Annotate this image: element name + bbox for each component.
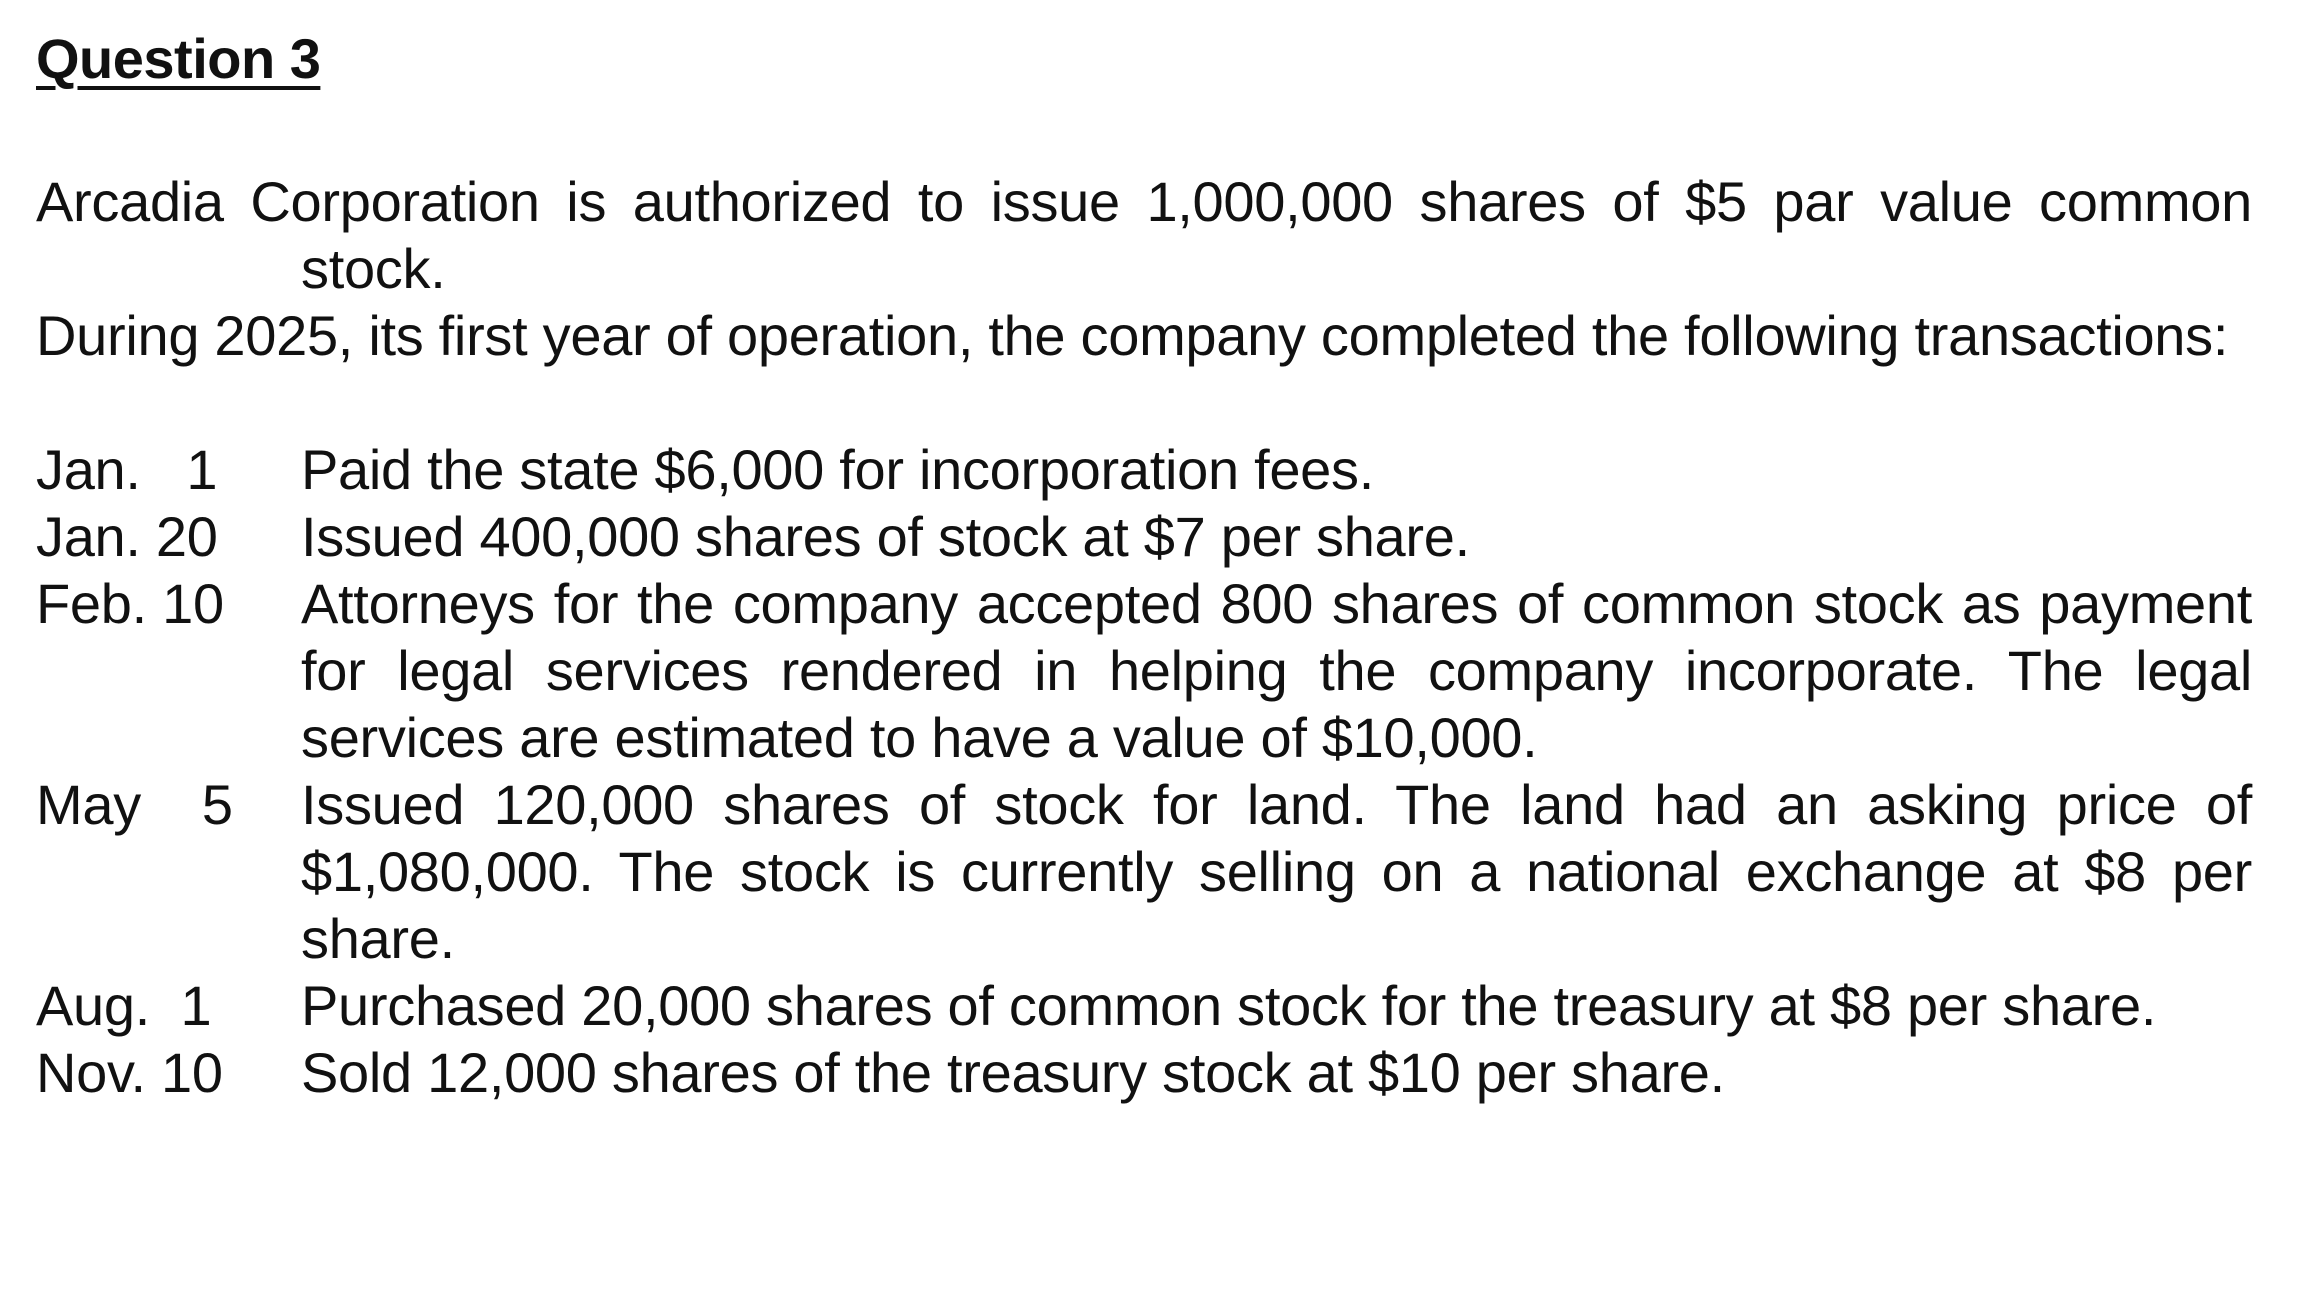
question-title: Question 3 [36,27,321,90]
transaction-row [36,972,2252,1039]
transaction-description: Issued 400,000 shares of stock at $7 per share. [301,505,1470,568]
document-page [36,20,2252,1106]
transaction-description: Issued 120,000 shares of stock for land. The land had an asking price of $1,080,000. The stock is currently selling on a national exchange at $8 per share. [301,773,2252,970]
transaction-date: Nov. 10 [36,1041,223,1104]
intro-paragraph-authorization: Arcadia Corporation is authorized to issue 1,000,000 shares of $5 par value common stock. [36,170,2252,300]
transaction-row [36,436,2252,503]
transaction-row [36,771,2252,972]
transaction-row [36,570,2252,771]
transaction-description: Sold 12,000 shares of the treasury stock at $10 per share. [301,1041,1725,1104]
transaction-date: Feb. 10 [36,572,224,635]
transaction-row [36,503,2252,570]
transaction-date: May 5 [36,773,233,836]
intro-paragraph-transactions: During 2025, its first year of operation, the company completed the following transactions: [36,304,2229,367]
transaction-description: Paid the state $6,000 for incorporation fees. [301,438,1374,501]
transaction-list [36,436,2252,1106]
transaction-row [36,1039,2252,1106]
transaction-description: Attorneys for the company accepted 800 shares of common stock as payment for legal services rendered in helping the company incorporate. The legal services are estimated to have a value of $10,000. [301,572,2252,769]
transaction-date: Aug. 1 [36,974,212,1037]
transaction-date: Jan. 20 [36,505,218,568]
transaction-description: Purchased 20,000 shares of common stock for the treasury at $8 per share. [301,974,2157,1037]
transaction-date: Jan. 1 [36,438,218,501]
